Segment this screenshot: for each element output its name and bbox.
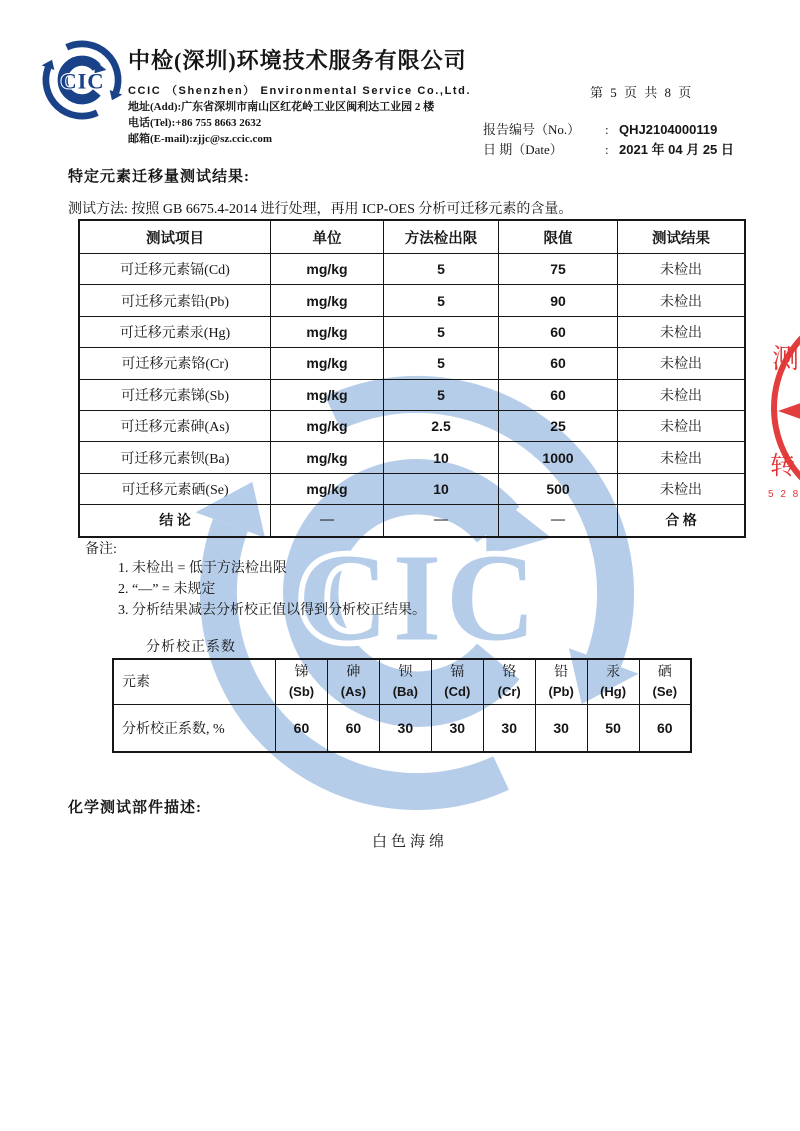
cell-unit: mg/kg: [271, 348, 384, 379]
cell-unit: mg/kg: [271, 473, 384, 504]
col-header-pb: 铅 (Pb): [535, 659, 587, 705]
table-row: [79, 254, 745, 285]
cell-result: 未检出: [618, 410, 746, 441]
table-row: [79, 316, 745, 347]
cell-detection-limit: 5: [384, 285, 499, 316]
col-header-item: 测试项目: [79, 220, 271, 254]
cell-unit: mg/kg: [271, 442, 384, 473]
chemical-part-description: 白色海绵: [371, 834, 448, 850]
cell-detection-limit: 10: [384, 442, 499, 473]
cell-item: 可迁移元素汞(Hg): [79, 316, 271, 347]
cell-value: 50: [587, 705, 639, 753]
cell-detection-limit: 10: [384, 473, 499, 504]
row-label: 分析校正系数, %: [113, 705, 276, 753]
cell-detection-limit: 5: [384, 316, 499, 347]
cell-limit: 1000: [499, 442, 618, 473]
company-email: 邮箱(E-mail):zjjc@sz.ccic.com: [128, 133, 272, 145]
cell-item: 可迁移元素砷(As): [79, 410, 271, 441]
red-seal-stamp: [758, 296, 800, 521]
migration-results-table: [78, 219, 746, 538]
company-name-cn: 中检(深圳)环境技术服务有限公司: [128, 48, 467, 73]
correction-values-row: [113, 705, 691, 753]
table-row: [79, 442, 745, 473]
col-header-hg: 汞 (Hg): [587, 659, 639, 705]
cell-limit: 75: [499, 254, 618, 285]
report-no-label: 报告编号（No.）: [483, 122, 581, 137]
cell-conclusion-result: 合 格: [618, 505, 746, 537]
cell-unit: mg/kg: [271, 254, 384, 285]
cell-unit: mg/kg: [271, 410, 384, 441]
col-header-sb: 锑 (Sb): [276, 659, 328, 705]
cell-value: 30: [379, 705, 431, 753]
cell-detection-limit: 2.5: [384, 410, 499, 441]
cell-unit: mg/kg: [271, 285, 384, 316]
cell-limit: 500: [499, 473, 618, 504]
cell-result: 未检出: [618, 379, 746, 410]
section-title-migration-results: 特定元素迁移量测试结果:: [68, 169, 250, 185]
cell-value: 60: [327, 705, 379, 753]
table-header-row: [113, 659, 691, 705]
cell-dash: —: [271, 505, 384, 537]
conclusion-row: [79, 505, 745, 537]
table-row: [79, 379, 745, 410]
stamp-char-top: 测: [772, 344, 799, 374]
date-label: 日 期（Date）: [483, 142, 563, 157]
company-name-en: CCIC （Shenzhen） Environmental Service Co.,Ltd.: [128, 85, 472, 97]
cell-detection-limit: 5: [384, 254, 499, 285]
cell-conclusion-label: 结 论: [79, 505, 271, 537]
cell-result: 未检出: [618, 254, 746, 285]
cell-value: 60: [639, 705, 691, 753]
cell-unit: mg/kg: [271, 379, 384, 410]
note-item: 3. 分析结果减去分析校正值以得到分析校正结果。: [118, 603, 426, 618]
cell-limit: 60: [499, 379, 618, 410]
company-block: [128, 44, 471, 146]
cell-item: 可迁移元素硒(Se): [79, 473, 271, 504]
cell-limit: 25: [499, 410, 618, 441]
col-header-element: 元素: [113, 659, 276, 705]
cell-detection-limit: 5: [384, 348, 499, 379]
company-address: 地址(Add):广东省深圳市南山区红花岭工业区闽利达工业园 2 楼: [128, 101, 435, 113]
cell-item: 可迁移元素镉(Cd): [79, 254, 271, 285]
table-row: [79, 348, 745, 379]
test-method-text: 测试方法: 按照 GB 6675.4-2014 进行处理，再用 ICP-OES 分析可迁移元素的含量。: [68, 202, 573, 217]
cell-unit: mg/kg: [271, 316, 384, 347]
cell-item: 可迁移元素钡(Ba): [79, 442, 271, 473]
company-tel: 电话(Tel):+86 755 8663 2632: [128, 117, 262, 129]
cell-dash: —: [384, 505, 499, 537]
ccic-logo: [40, 38, 124, 122]
col-header-cr: 铬 (Cr): [483, 659, 535, 705]
stamp-serial: 5 2 8: [768, 489, 800, 500]
colon: :: [605, 122, 609, 137]
cell-item: 可迁移元素铬(Cr): [79, 348, 271, 379]
table-header-row: [79, 220, 745, 254]
col-header-ba: 钡 (Ba): [379, 659, 431, 705]
note-item: 1. 未检出 = 低于方法检出限: [118, 561, 287, 576]
col-header-unit: 单位: [271, 220, 384, 254]
cell-detection-limit: 5: [384, 379, 499, 410]
cell-value: 60: [276, 705, 328, 753]
cell-result: 未检出: [618, 442, 746, 473]
table-row: [79, 410, 745, 441]
section-title-chemical-part: 化学测试部件描述:: [68, 800, 202, 816]
colon: :: [605, 142, 609, 157]
correction-factors-table: [112, 658, 692, 753]
cell-result: 未检出: [618, 348, 746, 379]
cell-value: 30: [535, 705, 587, 753]
table-row: [79, 473, 745, 504]
cell-item: 可迁移元素锑(Sb): [79, 379, 271, 410]
cell-limit: 90: [499, 285, 618, 316]
col-header-se: 硒 (Se): [639, 659, 691, 705]
cell-result: 未检出: [618, 473, 746, 504]
page-number: 第 5 页 共 8 页: [590, 85, 694, 100]
col-header-limit: 限值: [499, 220, 618, 254]
correction-table-title: 分析校正系数: [146, 640, 236, 655]
col-header-as: 砷 (As): [327, 659, 379, 705]
col-header-cd: 镉 (Cd): [431, 659, 483, 705]
stamp-char-bottom: 转: [770, 453, 796, 480]
cell-result: 未检出: [618, 316, 746, 347]
cell-limit: 60: [499, 348, 618, 379]
date-value: 2021 年 04 月 25 日: [619, 142, 734, 157]
note-item: 2. “—” = 未规定: [118, 582, 216, 597]
cell-value: 30: [431, 705, 483, 753]
cell-item: 可迁移元素铅(Pb): [79, 285, 271, 316]
report-no-value: QHJ2104000119: [619, 122, 718, 137]
cell-value: 30: [483, 705, 535, 753]
cell-result: 未检出: [618, 285, 746, 316]
notes-label: 备注:: [85, 542, 117, 557]
col-header-result: 测试结果: [618, 220, 746, 254]
cell-dash: —: [499, 505, 618, 537]
table-row: [79, 285, 745, 316]
cell-limit: 60: [499, 316, 618, 347]
col-header-detection-limit: 方法检出限: [384, 220, 499, 254]
report-meta: [483, 119, 734, 159]
